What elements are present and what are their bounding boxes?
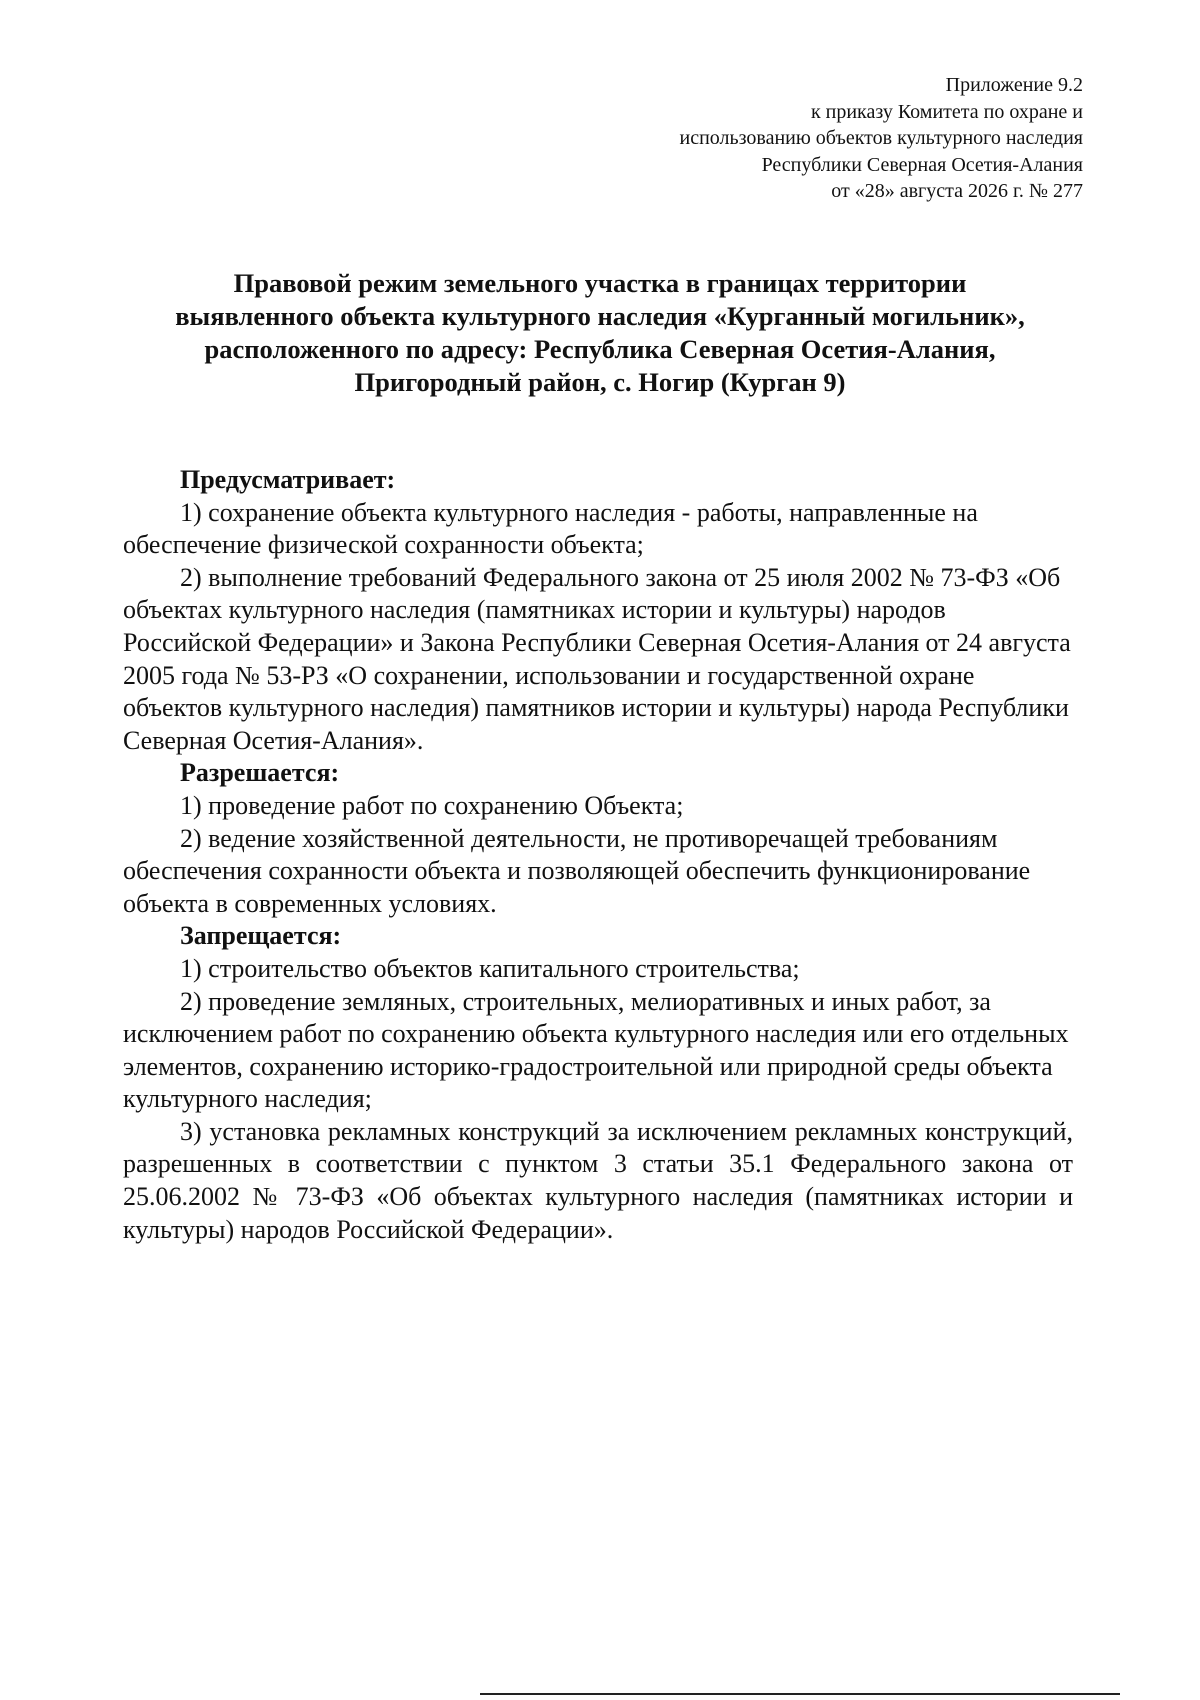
provides-item-2: 2) выполнение требований Федерального закона от 25 июля 2002 № 73-ФЗ «Об объектах культурного наследия (памятниках истории и культуры) народов Российской Федерации» и Закона Республики Северная Осетия-Алания от 24 августа 2005 года № 53-РЗ «О сохранении, использовании и государственной охране объектов культурного наследия) памятников истории и культуры) народа Республики Северная Осетия-Алания».: [123, 562, 1071, 755]
title-line-1: Правовой режим земельного участка в границах территории: [233, 268, 967, 298]
forbidden-heading: Запрещается:: [180, 921, 342, 951]
document-title: [100, 267, 1100, 399]
forbidden-item-1: 1) строительство объектов капитального строительства;: [180, 953, 800, 983]
title-line-3: расположенного по адресу: Республика Северная Осетия-Алания,: [204, 334, 996, 364]
provides-heading: Предусматривает:: [180, 465, 396, 494]
appendix-republic: Республики Северная Осетия-Алания: [761, 153, 1083, 176]
appendix-order-ref: к приказу Комитета по охране и: [810, 100, 1083, 123]
appendix-header: [523, 72, 1083, 205]
allowed-item-1: 1) проведение работ по сохранению Объекта;: [180, 790, 684, 820]
forbidden-item-3: 3) установка рекламных конструкций за исключением рекламных конструкций, разрешенных в соответствии с пунктом 3 статьи 35.1 Федерального закона от 25.06.2002 № 73-ФЗ «Об объектах культурного наследия (памятниках истории и культуры) народов Российской Федерации».: [123, 1116, 1073, 1244]
appendix-committee: использованию объектов культурного наследия: [679, 127, 1083, 149]
allowed-item-2: 2) ведение хозяйственной деятельности, не противоречащей требованиям обеспечения сохранности объекта и позволяющей обеспечить функционирование объекта в современных условиях.: [123, 823, 1031, 918]
appendix-order-date: от «28» августа 2026 г. № 277: [831, 180, 1083, 202]
allowed-heading: Разрешается:: [180, 758, 340, 788]
provides-item-1: 1) сохранение объекта культурного наследия - работы, направленные на обеспечение физической сохранности объекта;: [123, 497, 978, 560]
document-body: [123, 464, 1073, 1246]
forbidden-item-2: 2) проведение земляных, строительных, мелиоративных и иных работ, за исключением работ по сохранению объекта культурного наследия или его отдельных элементов, сохранению историко-градостроительной или природной среды объекта культурного наследия;: [123, 986, 1069, 1114]
title-line-4: Пригородный район, с. Ногир (Курган 9): [354, 367, 846, 397]
title-line-2: выявленного объекта культурного наследия «Курганный могильник»,: [175, 301, 1025, 331]
appendix-number: Приложение 9.2: [945, 74, 1083, 96]
scan-edge-line: [480, 1693, 1120, 1695]
